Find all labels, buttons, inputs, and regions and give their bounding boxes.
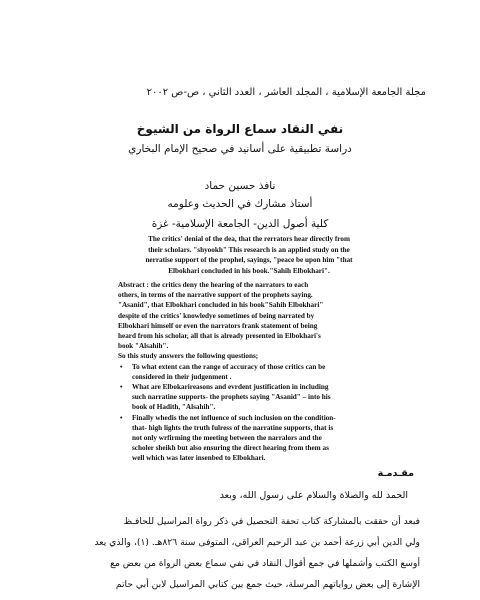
bullet-line: Finally whedis the net influence of such inclusion on the condition- [132,413,336,422]
list-item [120,413,380,464]
bullet-line: scholer sheikh but also ensuring the direct hearing from them as [132,444,329,453]
abstract-questions-list [118,362,380,464]
intro-body [60,511,420,595]
bullet-line: What are Elbokarireasons and evrdent justification in including [132,383,329,392]
english-title-line: Elbokhari concluded in his book."Sahih Elbokhari". [168,266,330,275]
bullet-line: To what extent can the range of accuracy of those critics can be [132,362,326,371]
english-title [118,234,380,276]
body-line: ولي الدين أبي زرعة أحمد بن عبد الرحيم العراقي، المتوفى سنة ٨٢٦هـ. (١)، والذي يعد [94,537,420,548]
author-name: نافذ حسين حماد [204,180,276,192]
running-header: مجلة الجامعة الإسلامية ، المجلد العاشر ، العدد الثاني ، ص-ص ٢٠٠٢ [146,87,426,98]
bullet-line: that- high lights the truth fulress of the narratine supports, that is [132,423,334,432]
abstract-line: So this study answers the following questions; [118,352,259,361]
abstract-line: Elbokhari himself or even the narrators frank statement of being [118,321,318,330]
body-line: فبعد أن حققت بالمشاركة كتاب تحفة التحصيل في ذكر رواة المراسيل للحافـظ [123,516,420,527]
abstract-line: despite of the critics' knowledye sometimes of being narrated by [118,311,315,320]
article-title: نفي النقاد سماع الرواة من الشيوخ [136,122,344,136]
english-title-line: their scholars. "shyookh" This research is an applied study on the [148,245,350,254]
english-title-line: nerratise support of the prophel, sayings, "peace be upon him "that [145,256,353,264]
bullet-icon: • [120,362,123,371]
bullet-line: considered in their judgenment . [132,372,232,381]
bullet-line: book of Hadith, "Alsahih". [132,403,216,412]
list-item [120,382,380,413]
intro-greeting: الحمد لله والصلاة والسلام على رسول الله، وبعد [219,490,408,501]
abstract-line: Abstract : the critics deny the hearing of the narrators to each [118,281,309,289]
abstract-line: heard from his scholar, all that is already presented in Elbokhari's [118,332,321,341]
body-line: الإشارة إلى بعض رواياتهم المرسلة، حيث جمع بين كتابي المراسيل لابن أبي حاتم [115,579,420,590]
bullet-line: not only wrfirming the meeting between the narralors and the [132,434,322,443]
bullet-line: well which was later insenbed to Elbokhari. [132,454,266,463]
english-title-line: The critics' denial of the dea, that the rerrators hear directly from [148,235,350,243]
intro-heading: مقـدمـة [377,468,414,479]
author-affiliation: كلية أصول الدين- الجامعة الإسلامية- غزة [151,218,329,230]
abstract-line: book "Alsahih". [118,342,169,351]
abstract-line: "Asanid", that Elbokhari concluded in his book"Sahih Elbokhari" [118,301,324,310]
bullet-icon: • [120,383,123,392]
bullet-icon: • [120,413,123,422]
abstract-line: others, in terms of the narrative support of the prophets saying. [118,291,313,300]
bullet-line: such narratine supports- the prophets saying "Asanid" – into his [132,393,331,402]
article-subtitle: دراسة تطبيقية على أسانيد في صحيح الإمام البخاري [128,143,352,155]
author-position: أستاذ مشارك في الحديث وعلومه [167,198,313,210]
body-line: أوسع الكتب وأشملها في جمع أقوال النقاد في نفي سماع بعض الرواة من بعض مع [110,558,420,569]
english-abstract [118,280,380,464]
list-item [120,362,380,382]
